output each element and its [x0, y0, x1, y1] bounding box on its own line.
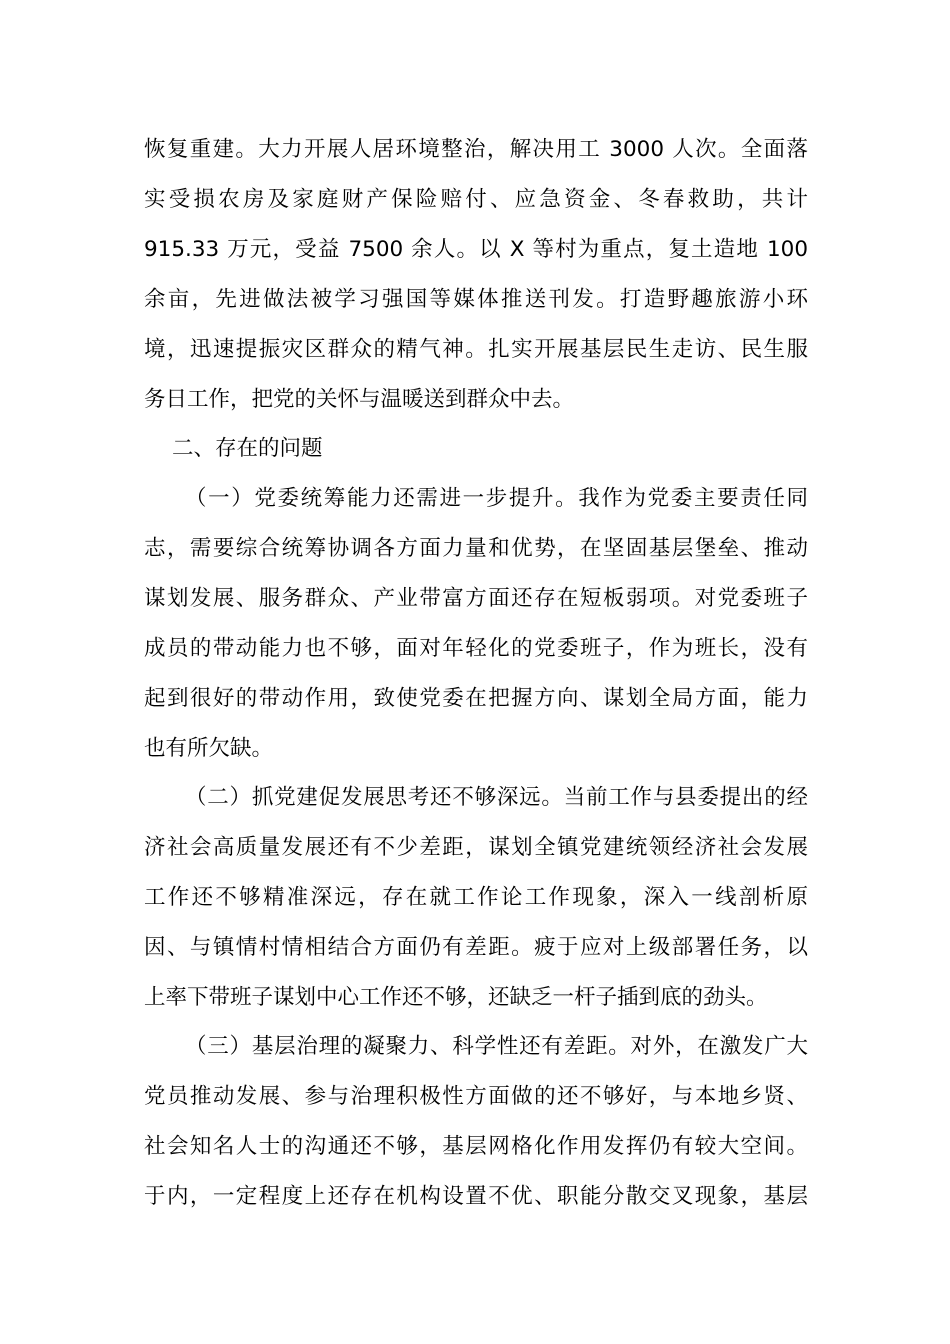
text-line: 志，需要综合统筹协调各方面力量和优势，在坚固基层堡垒、推动 [144, 536, 808, 561]
text-line: （二）抓党建促发展思考还不够深远。当前工作与县委提出的经 [185, 785, 808, 810]
text-line: 成员的带动能力也不够，面对年轻化的党委班子，作为班长，没有 [144, 636, 808, 661]
text-line: 境，迅速提振灾区群众的精气神。扎实开展基层民生走访、民生服 [144, 337, 808, 362]
text-line: 起到很好的带动作用，致使党委在把握方向、谋划全局方面，能力 [144, 686, 808, 711]
text-line: 恢复重建。大力开展人居环境整治，解决用工 3000 人次。全面落 [144, 137, 808, 162]
text-line: 党员推动发展、参与治理积极性方面做的还不够好，与本地乡贤、 [144, 1084, 808, 1109]
text-line: 工作还不够精准深远，存在就工作论工作现象，深入一线剖析原 [144, 885, 808, 910]
text-line: 因、与镇情村情相结合方面仍有差距。疲于应对上级部署任务，以 [144, 935, 808, 960]
text-line: 于内，一定程度上还存在机构设置不优、职能分散交叉现象，基层 [144, 1184, 808, 1209]
text-line: 济社会高质量发展还有不少差距，谋划全镇党建统领经济社会发展 [144, 835, 808, 860]
text-line: 上率下带班子谋划中心工作还不够，还缺乏一杆子插到底的劲头。 [144, 985, 768, 1010]
heading-text: 二、存在的问题 [172, 436, 323, 461]
text-line: （一）党委统筹能力还需进一步提升。我作为党委主要责任同 [185, 486, 808, 511]
text-line: 915.33 万元，受益 7500 余人。以 X 等村为重点，复土造地 100 [144, 237, 808, 262]
text-line: 余亩，先进做法被学习强国等媒体推送刊发。打造野趣旅游小环 [144, 287, 808, 312]
text-line: 务日工作，把党的关怀与温暖送到群众中去。 [144, 387, 575, 412]
text-line: 社会知名人士的沟通还不够，基层网格化作用发挥仍有较大空间。 [144, 1134, 808, 1159]
text-line: 谋划发展、服务群众、产业带富方面还存在短板弱项。对党委班子 [144, 586, 808, 611]
text-line: 实受损农房及家庭财产保险赔付、应急资金、冬春救助，共计 [144, 187, 808, 212]
text-line: （三）基层治理的凝聚力、科学性还有差距。对外，在激发广大 [185, 1034, 808, 1059]
text-line: 也有所欠缺。 [144, 736, 274, 761]
